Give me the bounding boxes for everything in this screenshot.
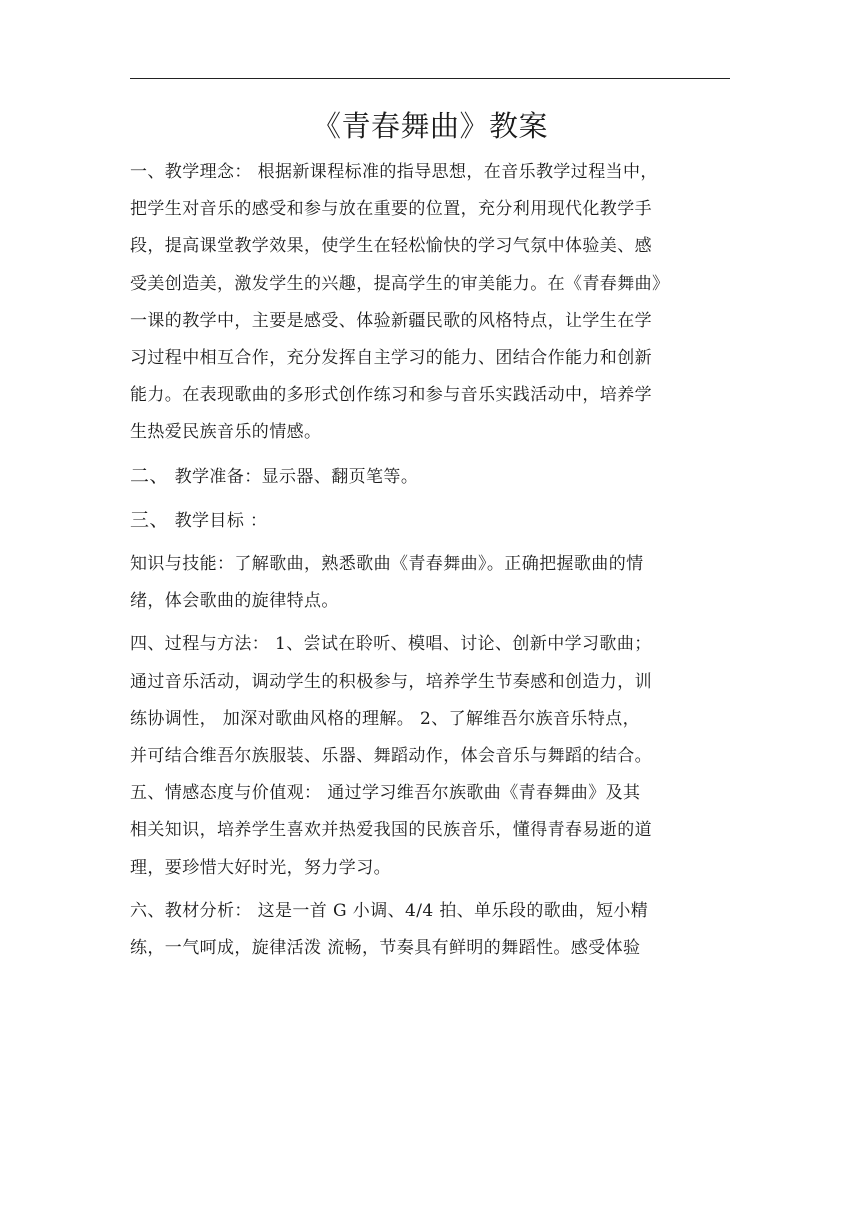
text-line: 通过音乐活动，调动学生的积极参与，培养学生节奏感和创造力，训 (130, 671, 652, 692)
text-line: 并可结合维吾尔族服装、乐器、舞蹈动作，体会音乐与舞蹈的结合。 (130, 746, 652, 767)
text-line: 段，提高课堂教学效果，使学生在轻松愉快的学习气氛中体验美、感 (130, 236, 652, 257)
text-line: 五、情感态度与价值观： 通过学习维吾尔族歌曲《青春舞曲》及其 (130, 783, 641, 804)
text-line: 相关知识，培养学生喜欢并热爱我国的民族音乐，懂得青春易逝的道 (130, 820, 652, 841)
text-line: 受美创造美，激发学生的兴趣，提高学生的审美能力。在《青春舞曲》 (130, 273, 670, 294)
text-line: 理，要珍惜大好时光，努力学习。 (130, 857, 391, 878)
section-teaching-philosophy (130, 154, 730, 452)
text-line: 一、教学理念： 根据新课程标准的指导思想，在音乐教学过程当中， (130, 162, 658, 182)
text-line: 生热爱民族音乐的情感。 (130, 422, 322, 443)
text-line (130, 458, 730, 496)
text-line: 知识与技能：了解歌曲，熟悉歌曲《青春舞曲》。正确把握歌曲的情 (130, 554, 644, 575)
section-material-analysis (130, 893, 730, 967)
text-line: 习过程中相互合作，充分发挥自主学习的能力、团结合作能力和创新 (130, 348, 652, 369)
text-line: 能力。在表现歌曲的多形式创作练习和参与音乐实践活动中，培养学 (130, 385, 652, 406)
text-line: 六、教材分析： 这是一首 G 小调、4/4 拍、单乐段的歌曲，短小精 (130, 900, 649, 921)
header-rule (130, 78, 730, 79)
text-line: 一课的教学中，主要是感受、体验新疆民歌的风格特点，让学生在学 (130, 310, 652, 331)
section-number: 三、 (130, 508, 169, 531)
section-emotion-values (130, 775, 730, 887)
section-knowledge-skills (130, 546, 730, 620)
section-process-methods (130, 626, 730, 775)
section-text: 教学目标 ： (168, 510, 268, 531)
section-number: 二、 (130, 464, 169, 487)
text-line: 绪，体会歌曲的旋律特点。 (130, 591, 339, 612)
text-line: 把学生对音乐的感受和参与放在重要的位置，充分利用现代化教学手 (130, 199, 652, 220)
text-line: 练，一气呵成，旋律活泼 流畅，节奏具有鲜明的舞蹈性。感受体验 (130, 938, 641, 959)
text-line: 练协调性， 加深对歌曲风格的理解。 2、了解维吾尔族音乐特点， (130, 708, 641, 729)
section-teaching-goals (130, 502, 730, 540)
text-line: 四、过程与方法： 1、尝试在聆听、模唱、讨论、创新中学习歌曲； (130, 634, 652, 655)
text-line (130, 502, 730, 540)
document-title: 《青春舞曲》教案 (311, 109, 548, 143)
section-text: 教学准备：显示器、翻页笔等。 (168, 466, 419, 487)
document-body (130, 154, 730, 967)
section-teaching-preparation (130, 458, 730, 496)
